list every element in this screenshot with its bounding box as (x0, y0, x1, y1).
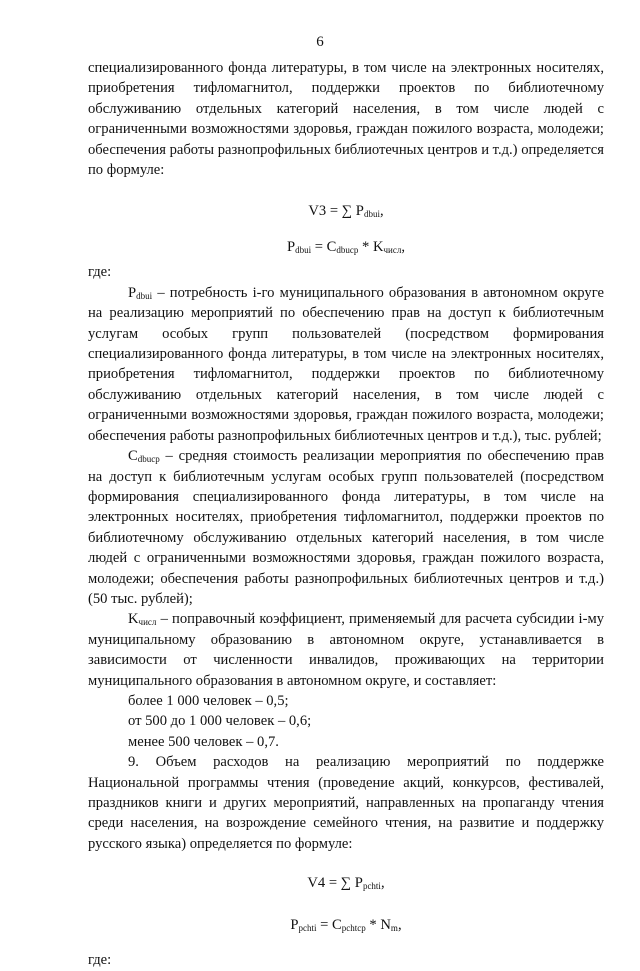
definition-k-chisl-text: – поправочный коэффициент, применяемый для расчета субсидии i-му муниципальному образованию в автономном округе, устанавливается в зависимости от численности инвалидов, проживающих на территории муниципального образования в автономном округе, и составляет: (88, 611, 604, 689)
term-k-chisl-base: K (128, 611, 139, 628)
formula-v3-sub: dbui (363, 209, 380, 220)
formula-v4-rhs: , (380, 875, 385, 892)
formula-p-pchti-op: * N (365, 917, 391, 934)
where-label-2: где: (88, 952, 112, 969)
term-c-dbucp-base: C (128, 448, 138, 465)
formula-p-pchti-sub1: pchti (298, 923, 317, 934)
term-k-chisl-sub: числ (138, 617, 157, 628)
formula-p-dbui-sub3: числ (383, 245, 402, 256)
formula-p-pchti-end: , (397, 917, 402, 934)
list-item: менее 500 человек – 0,7. (128, 733, 279, 750)
where-label-1: где: (88, 264, 112, 281)
formula-p-dbui-sub2: dbucp (336, 245, 359, 256)
definition-p-dbui (88, 283, 604, 446)
formula-p-dbui-op: * K (358, 239, 384, 256)
list-item: более 1 000 человек – 0,5; (128, 692, 289, 709)
section-9-paragraph: 9. Объем расходов на реализацию мероприятий по поддержке Национальной программы чтения (проведение акций, конкурсов, фестивалей, праздников книги и других мероприятий, направленных на пропаганду чтения среди населения, на возрождение семейного чтения, на развитие и поддержку русского языка) определяется по формуле: (88, 754, 604, 852)
document-body (88, 58, 604, 971)
formula-p-dbui-end: , (401, 239, 406, 256)
page-number: 6 (316, 34, 324, 50)
term-p-dbui-base: P (128, 284, 137, 301)
list-item: от 500 до 1 000 человек – 0,6; (128, 713, 312, 730)
formula-p-pchti-lhs: P (290, 917, 299, 934)
formula-p-dbui-sub1: dbui (295, 245, 312, 256)
formula-p-pchti-sub3: m (390, 923, 398, 934)
formula-p-dbui (88, 236, 604, 258)
formula-v4-sub: pchti (362, 881, 381, 892)
intro-paragraph: специализированного фонда литературы, в том числе на электронных носителях, приобретения тифломагнитол, поддержки проектов по библиотечному обслуживанию отдельных категорий населения, в том числе людей с ограниченными возможностями здоровья, граждан пожилого возраста, молодежи; обеспечения работы разнопрофильных библиотечных центров и т.д.) определяется по формуле: (88, 60, 604, 179)
definition-p-dbui-text: – потребность i-го муниципального образования в автономном округе на реализацию мероприятий по обеспечению прав на доступ к библиотечным услугам особых групп пользователей (посредством формирования специализированного фонда литературы, в том числе на электронных носителях, приобретения тифломагнитол, поддержки проектов по библиотечному обслуживанию отдельных категорий населения, в том числе людей с ограниченными возможностями здоровья, граждан пожилого возраста, молодежи; обеспечения работы разнопрофильных библиотечных центров и т.д.), тыс. рублей; (88, 284, 604, 444)
formula-p-pchti (88, 914, 604, 936)
formula-p-dbui-mid: = C (311, 239, 337, 256)
formula-v3-lhs: V3 = ∑ P (308, 203, 364, 220)
formula-v4 (88, 872, 604, 894)
formula-v3-rhs: , (379, 203, 384, 220)
formula-p-dbui-lhs: P (286, 239, 296, 256)
formula-p-pchti-sub2: pchtcp (341, 923, 366, 934)
definition-c-dbucp-text: – средняя стоимость реализации мероприятия по обеспечению прав на доступ к библиотечным услугам особых групп пользователей (посредством формирования специализированного фонда литературы, в том числе на электронных носителях, приобретения тифломагнитол, поддержки проектов по библиотечному обслуживанию отдельных категорий населения, в том числе людей с ограниченными возможностями здоровья, граждан пожилого возраста, молодежи; обеспечения работы разнопрофильных библиотечных центров и т.д.) (50 тыс. рублей); (88, 448, 604, 607)
definition-k-chisl (88, 609, 604, 691)
definition-c-dbucp (88, 446, 604, 609)
formula-v4-lhs: V4 = ∑ P (307, 875, 363, 892)
formula-p-pchti-mid: = C (316, 917, 342, 934)
term-c-dbucp-sub: dbucp (137, 454, 160, 465)
formula-v3 (88, 200, 604, 222)
term-p-dbui-sub: dbui (136, 290, 153, 301)
